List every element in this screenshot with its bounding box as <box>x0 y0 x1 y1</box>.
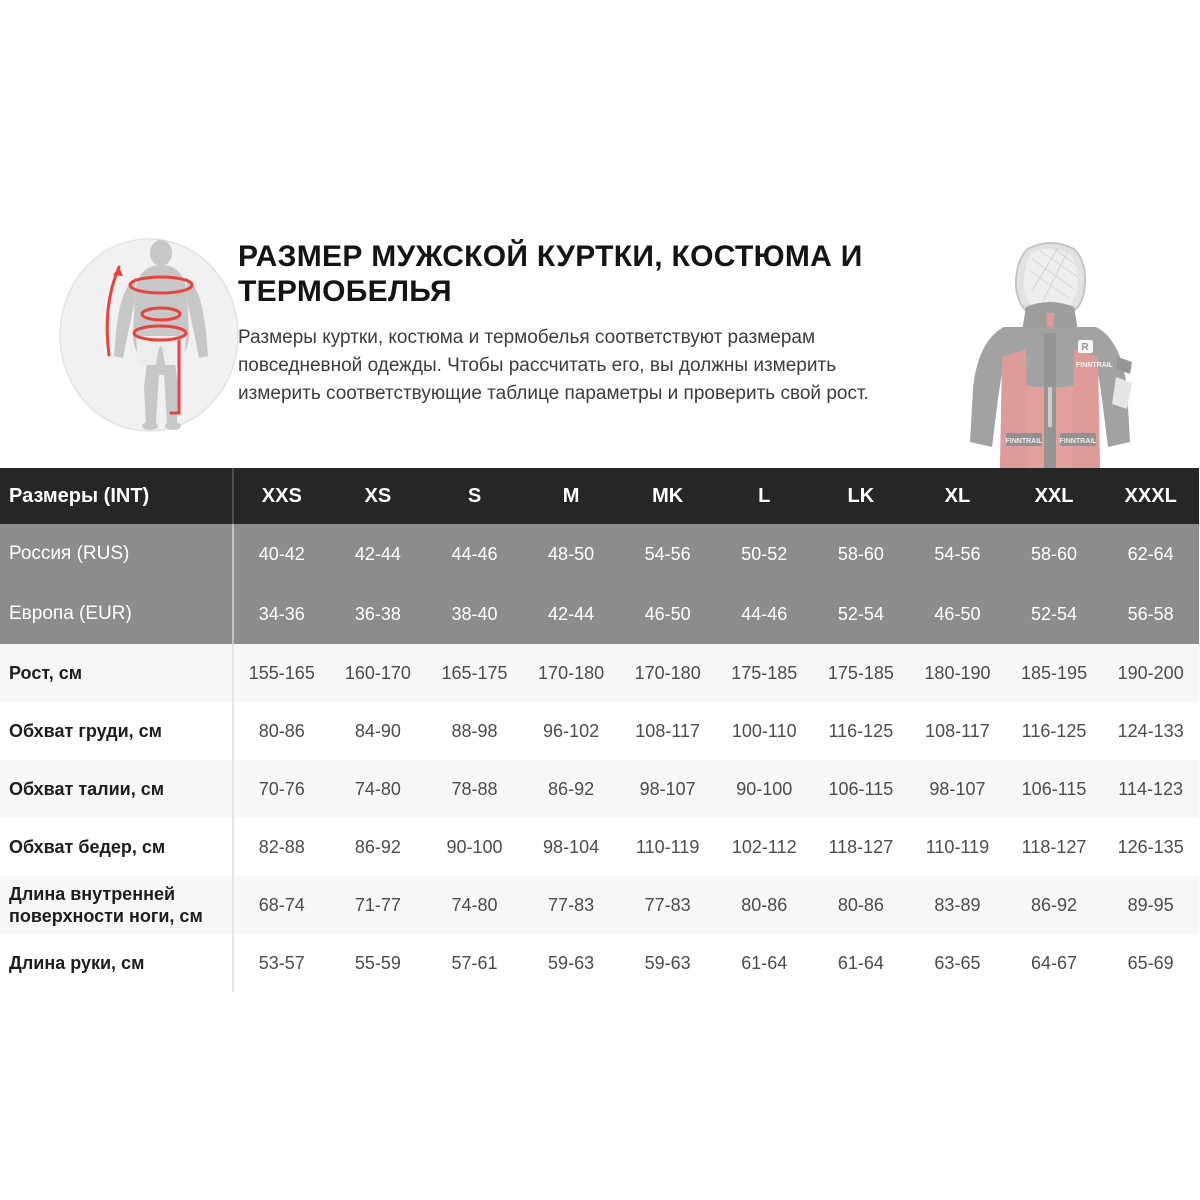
measurement-row <box>0 818 1199 876</box>
size-col-header: XL <box>944 484 971 507</box>
size-cell: 44-46 <box>741 603 788 624</box>
measurement-cell: 124-133 <box>1117 720 1184 741</box>
measurement-cell: 100-110 <box>731 720 797 741</box>
size-col-header: M <box>562 484 580 507</box>
measurement-cell: 65-69 <box>1127 952 1174 973</box>
size-conversion-row <box>0 584 1199 644</box>
measurement-cell: 63-65 <box>934 952 981 973</box>
measurement-cell: 170-180 <box>538 662 605 683</box>
size-col-header: MK <box>652 484 684 507</box>
intro-section <box>0 237 1200 468</box>
size-cell: 40-42 <box>258 543 305 564</box>
measurement-cell: 82-88 <box>258 836 305 857</box>
size-col-header: XXS <box>261 484 302 507</box>
measurement-cell: 74-80 <box>354 778 401 799</box>
size-cell: 50-52 <box>741 543 788 564</box>
size-cell: 48-50 <box>548 543 595 564</box>
measurement-cell: 61-64 <box>837 952 884 973</box>
measurement-cell: 98-104 <box>543 836 600 857</box>
size-table <box>0 468 1200 992</box>
measurement-row <box>0 702 1199 760</box>
row-label: Длина внутренней поверхности ноги, см <box>0 876 233 934</box>
size-col-header: XXL <box>1034 484 1074 507</box>
measurement-cell: 80-86 <box>837 894 884 915</box>
row-label: Европа (EUR) <box>0 584 233 644</box>
row-label: Рост, см <box>0 644 233 702</box>
measurement-cell: 86-92 <box>1031 894 1078 915</box>
size-cell: 42-44 <box>354 543 401 564</box>
size-cell: 52-54 <box>1031 603 1078 624</box>
size-col-header: XXXL <box>1124 484 1177 507</box>
measurement-cell: 118-127 <box>1021 836 1087 857</box>
size-col-header: L <box>758 484 771 507</box>
size-cell: 46-50 <box>934 603 981 624</box>
measurement-cell: 70-76 <box>258 778 305 799</box>
measurement-cell: 102-112 <box>731 836 797 857</box>
size-cell: 34-36 <box>258 603 305 624</box>
measurement-cell: 59-63 <box>548 952 595 973</box>
measurement-cell: 110-119 <box>635 836 700 857</box>
svg-text:FINNTRAIL: FINNTRAIL <box>1059 438 1097 445</box>
size-cell: 52-54 <box>837 603 884 624</box>
table-corner-label: Размеры (INT) <box>0 468 233 524</box>
measurement-cell: 98-107 <box>929 778 986 799</box>
measurement-cell: 126-135 <box>1117 836 1184 857</box>
size-cell: 42-44 <box>548 603 595 624</box>
measurement-cell: 106-115 <box>828 778 894 799</box>
measurement-cell: 53-57 <box>258 952 305 973</box>
measurement-cell: 89-95 <box>1127 894 1174 915</box>
size-cell: 44-46 <box>451 543 498 564</box>
size-cell: 54-56 <box>934 543 981 564</box>
measurement-cell: 55-59 <box>354 952 401 973</box>
measurement-cell: 180-190 <box>924 662 991 683</box>
table-header-row <box>0 468 1199 524</box>
size-conversion-row <box>0 524 1199 584</box>
measurement-cell: 170-180 <box>634 662 701 683</box>
svg-text:TT: TT <box>1020 357 1031 367</box>
measurement-cell: 59-63 <box>644 952 691 973</box>
measurement-cell: 61-64 <box>741 952 788 973</box>
body-measurement-diagram-icon <box>57 237 241 433</box>
measurement-cell: 185-195 <box>1021 662 1088 683</box>
svg-text:FINNTRAIL: FINNTRAIL <box>1076 362 1113 369</box>
size-col-header: LK <box>847 484 875 507</box>
size-col-header: XS <box>364 484 392 507</box>
measurement-cell: 68-74 <box>258 894 305 915</box>
row-label: Длина руки, см <box>0 934 233 992</box>
measurement-cell: 175-185 <box>827 662 894 683</box>
measurement-cell: 80-86 <box>258 720 305 741</box>
measurement-cell: 190-200 <box>1117 662 1184 683</box>
size-cell: 58-60 <box>1031 543 1078 564</box>
measurement-cell: 83-89 <box>934 894 981 915</box>
measurement-cell: 64-67 <box>1031 952 1078 973</box>
row-label: Россия (RUS) <box>0 524 233 584</box>
size-cell: 36-38 <box>354 603 401 624</box>
measurement-cell: 155-165 <box>248 662 315 683</box>
measurement-cell: 108-117 <box>635 720 701 741</box>
measurement-cell: 175-185 <box>731 662 798 683</box>
measurement-cell: 80-86 <box>741 894 788 915</box>
measurement-cell: 116-125 <box>828 720 894 741</box>
jacket-product-image <box>948 237 1166 468</box>
measurement-cell: 108-117 <box>925 720 990 741</box>
size-cell: 46-50 <box>644 603 691 624</box>
size-cell: 54-56 <box>644 543 691 564</box>
measurement-cell: 71-77 <box>354 894 401 915</box>
measurement-cell: 110-119 <box>925 836 990 857</box>
measurement-cell: 106-115 <box>1021 778 1087 799</box>
size-col-header: S <box>467 484 482 507</box>
measurement-row <box>0 934 1199 992</box>
size-chart <box>0 468 1200 992</box>
measurement-row <box>0 876 1199 934</box>
row-label: Обхват бедер, см <box>0 818 233 876</box>
svg-text:R: R <box>1081 342 1089 353</box>
measurement-cell: 116-125 <box>1021 720 1087 741</box>
row-label: Обхват груди, см <box>0 702 233 760</box>
row-label: Обхват талии, см <box>0 760 233 818</box>
measurement-cell: 160-170 <box>344 662 411 683</box>
page-title: РАЗМЕР МУЖСКОЙ КУРТКИ, КОСТЮМА И ТЕРМОБЕЛЬЯ <box>238 240 863 308</box>
size-cell: 38-40 <box>451 603 498 624</box>
measurement-cell: 165-175 <box>441 662 508 683</box>
size-cell: 62-64 <box>1127 543 1174 564</box>
measurement-cell: 114-123 <box>1118 778 1184 799</box>
measurement-row <box>0 760 1199 818</box>
measurement-cell: 90-100 <box>736 778 793 799</box>
size-cell: 58-60 <box>837 543 884 564</box>
measurement-cell: 57-61 <box>451 952 498 973</box>
svg-text:FINNTRAIL: FINNTRAIL <box>1005 438 1043 445</box>
measurement-cell: 86-92 <box>548 778 595 799</box>
measurement-cell: 98-107 <box>639 778 696 799</box>
measurement-cell: 77-83 <box>644 894 691 915</box>
measurement-cell: 86-92 <box>354 836 401 857</box>
measurement-cell: 78-88 <box>451 778 498 799</box>
measurement-cell: 88-98 <box>451 720 498 741</box>
measurement-cell: 90-100 <box>446 836 503 857</box>
measurement-row <box>0 644 1199 702</box>
measurement-cell: 74-80 <box>451 894 498 915</box>
measurement-cell: 96-102 <box>543 720 600 741</box>
measurement-cell: 118-127 <box>828 836 894 857</box>
size-cell: 56-58 <box>1127 603 1174 624</box>
measurement-cell: 77-83 <box>548 894 595 915</box>
intro-description: Размеры куртки, костюма и термобелья соответствуют размерам повседневной одежды. Чтобы рассчитать его, вы должны измерить измерить соответствующие таблице параметры и проверить свой рост. <box>238 327 869 404</box>
measurement-cell: 84-90 <box>354 720 401 741</box>
